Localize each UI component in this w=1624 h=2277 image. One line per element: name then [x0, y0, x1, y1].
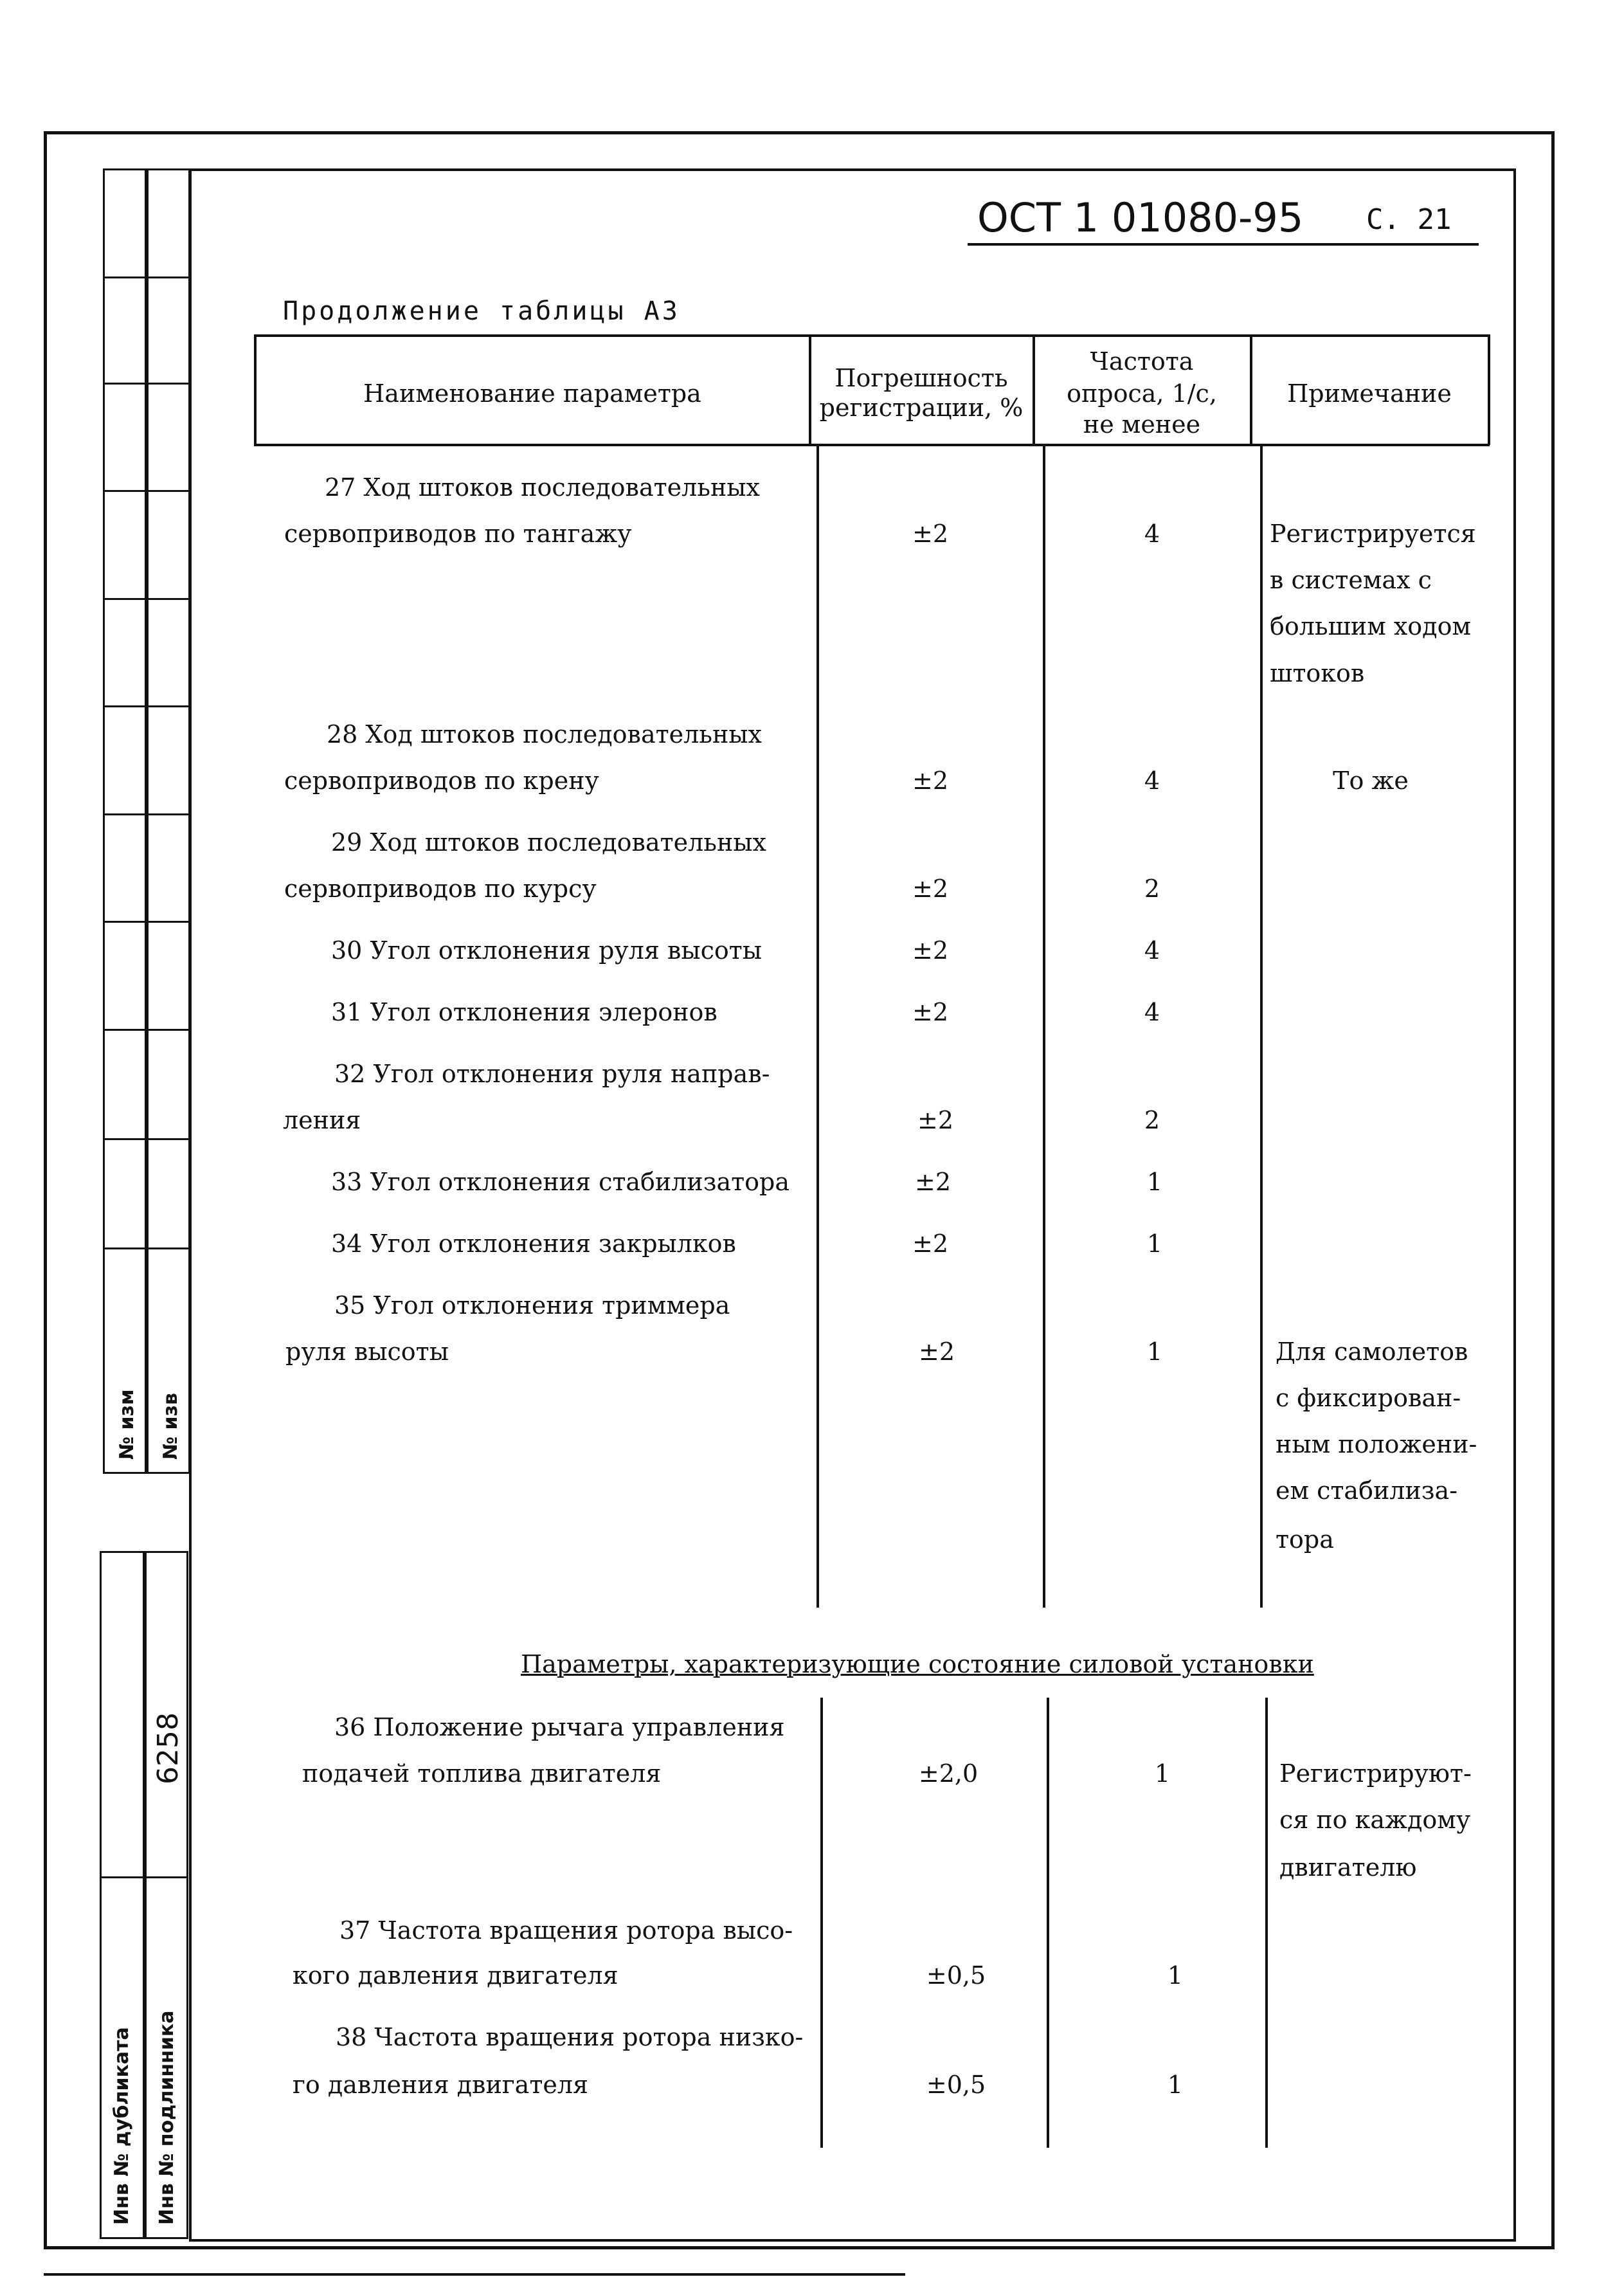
- section-title: Параметры, характеризующие состояние силовой установки: [521, 1650, 1314, 1678]
- param-name-line: го давления двигателя: [293, 2071, 588, 2099]
- doc-code-underline: [968, 243, 1479, 246]
- param-name-line: 38 Частота вращения ротора низко-: [336, 2023, 804, 2051]
- col-head-error-2: регистрации, %: [819, 394, 1024, 422]
- freq-value: 1: [1154, 1759, 1171, 1788]
- note-line: штоков: [1270, 659, 1365, 687]
- col-head-error-1: Погрешность: [835, 364, 1008, 392]
- freq-value: 1: [1167, 2071, 1184, 2099]
- error-value: ±2: [917, 1106, 954, 1134]
- param-name-line: сервоприводов по тангажу: [284, 520, 632, 548]
- note-line: двигателю: [1279, 1853, 1417, 1882]
- note-line: ным положени-: [1276, 1430, 1477, 1458]
- error-value: ±2: [912, 936, 949, 965]
- bottom-rule: [44, 2273, 905, 2276]
- error-value: ±2: [912, 1229, 949, 1258]
- note-line: Регистрируют-: [1279, 1759, 1472, 1788]
- freq-value: 1: [1146, 1229, 1163, 1258]
- col-head-freq-1: Частота: [1090, 347, 1194, 376]
- param-name-line: 37 Частота вращения ротора высо-: [339, 1916, 793, 1945]
- col-head-freq-3: не менее: [1083, 410, 1201, 439]
- param-name-line: 34 Угол отклонения закрылков: [331, 1229, 736, 1258]
- doc-code: ОСТ 1 01080-95: [977, 194, 1304, 241]
- error-value: ±2: [912, 998, 949, 1026]
- table-caption: Продолжение таблицы А3: [283, 296, 680, 326]
- col-head-note: Примечание: [1287, 379, 1452, 408]
- param-name-line: 27 Ход штоков последовательных: [325, 473, 760, 502]
- col-head-name: Наименование параметра: [363, 379, 701, 408]
- stamp-izm-label: № изм: [116, 1389, 138, 1460]
- body-rule-4: [820, 1698, 823, 2148]
- param-name-line: 31 Угол отклонения элеронов: [331, 998, 717, 1026]
- note-line: ем стабилиза-: [1276, 1476, 1457, 1505]
- param-name-line: 33 Угол отклонения стабилизатора: [331, 1168, 789, 1196]
- body-rule-2: [1043, 445, 1045, 1608]
- freq-value: 2: [1144, 1106, 1160, 1134]
- freq-value: 1: [1146, 1168, 1163, 1196]
- param-name-line: 28 Ход штоков последовательных: [327, 720, 762, 748]
- error-value: ±2: [918, 1338, 955, 1366]
- body-rule-3: [1260, 445, 1263, 1608]
- freq-value: 4: [1144, 767, 1160, 795]
- stamp-inv-number: 6258: [152, 1712, 185, 1784]
- error-value: ±2: [914, 1168, 952, 1196]
- freq-value: 4: [1144, 936, 1160, 965]
- param-name-line: 36 Положение рычага управления: [334, 1713, 785, 1741]
- page-number: С. 21: [1366, 203, 1452, 236]
- freq-value: 4: [1144, 998, 1160, 1026]
- freq-value: 1: [1146, 1338, 1163, 1366]
- freq-value: 2: [1144, 875, 1160, 903]
- param-name-line: руля высоты: [285, 1338, 449, 1366]
- note-line: в системах с: [1270, 566, 1432, 594]
- note-line: Регистрируется: [1270, 520, 1476, 548]
- stamp-izv-label: № изв: [159, 1393, 182, 1460]
- body-rule-1: [817, 445, 819, 1608]
- error-value: ±0,5: [926, 2071, 986, 2099]
- param-name-line: 30 Угол отклонения руля высоты: [331, 936, 762, 965]
- param-name-line: кого давления двигателя: [293, 1961, 618, 1990]
- error-value: ±2: [912, 520, 949, 548]
- param-name-line: 35 Угол отклонения триммера: [334, 1291, 730, 1320]
- error-value: ±2,0: [918, 1759, 979, 1788]
- param-name-line: сервоприводов по крену: [284, 767, 599, 795]
- param-name-line: подачей топлива двигателя: [302, 1759, 662, 1788]
- error-value: ±2: [912, 875, 949, 903]
- note-line: с фиксирован-: [1276, 1384, 1461, 1412]
- freq-value: 1: [1167, 1961, 1184, 1990]
- error-value: ±0,5: [926, 1961, 986, 1990]
- param-name-line: сервоприводов по курсу: [284, 875, 597, 903]
- param-name-line: ления: [283, 1106, 361, 1134]
- note-line: большим ходом: [1270, 612, 1472, 640]
- stamp-inv-podl-label: Инв № подлинника: [156, 2010, 178, 2225]
- param-name-line: 32 Угол отклонения руля направ-: [334, 1060, 770, 1088]
- stamp-inv-dubl-label: Инв № дубликата: [111, 2027, 133, 2225]
- param-name-line: 29 Ход штоков последовательных: [331, 828, 766, 857]
- col-head-freq-2: опроса, 1/с,: [1067, 379, 1217, 408]
- error-value: ±2: [912, 767, 949, 795]
- note-line: То же: [1333, 767, 1409, 795]
- note-line: Для самолетов: [1276, 1338, 1468, 1366]
- freq-value: 4: [1144, 520, 1160, 548]
- note-line: тора: [1276, 1525, 1334, 1554]
- note-line: ся по каждому: [1279, 1806, 1471, 1834]
